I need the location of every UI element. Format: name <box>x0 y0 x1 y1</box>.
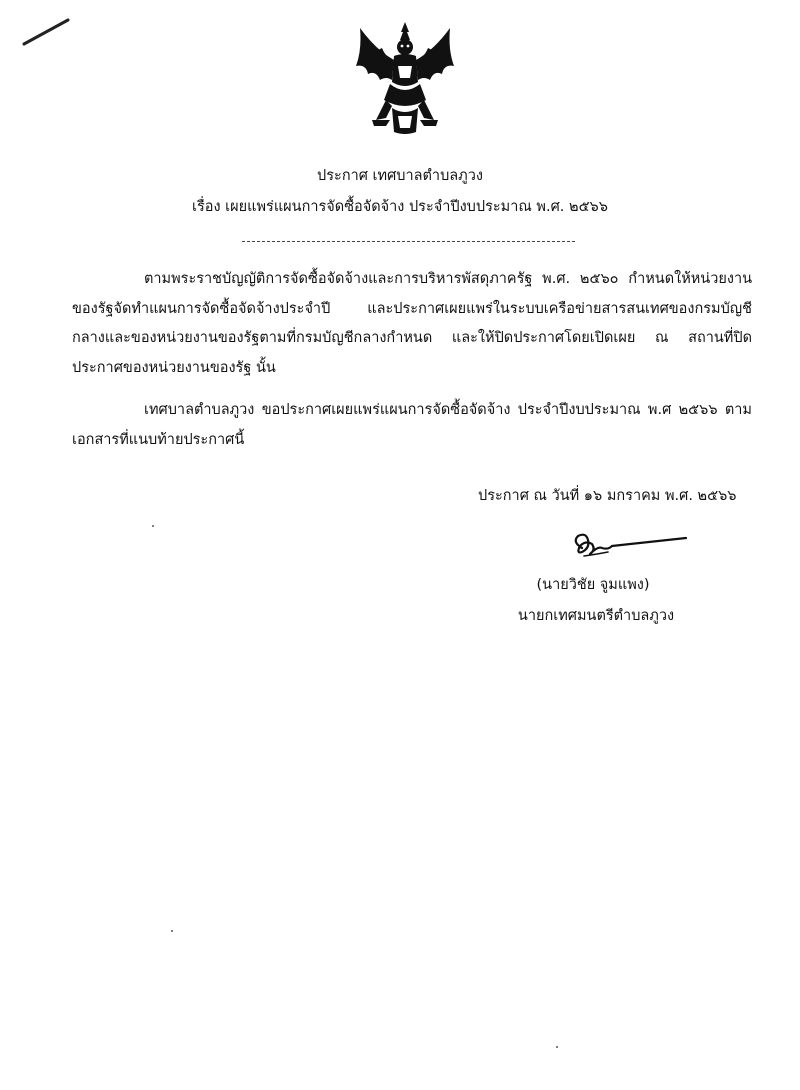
announcement-heading: ประกาศ เทศบาลตำบลภูวง <box>317 168 483 184</box>
announcement-date: ประกาศ ณ วันที่ ๑๖ มกราคม พ.ศ. ๒๕๖๖ <box>478 488 737 504</box>
subject-line: เรื่อง เผยแพร่แผนการจัดซื้อจัดจ้าง ประจำปีงบประมาณ พ.ศ. ๒๕๖๖ <box>192 199 608 215</box>
dashed-divider <box>242 241 575 242</box>
pen-stroke-mark <box>22 16 72 48</box>
scan-speck <box>171 930 173 932</box>
garuda-emblem-icon <box>346 20 464 138</box>
scan-speck <box>152 525 154 527</box>
body-paragraph-1: ตามพระราชบัญญัติการจัดซื้อจัดจ้างและการบริหารพัสดุภาครัฐ พ.ศ. ๒๕๖๐ กำหนดให้หน่วยงานของรัฐจัดทำแผนการจัดซื้อจัดจ้างประจำปี และประกาศเผยแพร่ในระบบเครือข่ายสารสนเทศของกรมบัญชีกลางและของหน่วยงานของรัฐตามที่กรมบัญชีกลางกำหนด และให้ปิดประกาศโดยเปิดเผย ณ สถานที่ปิดประกาศของหน่วยงานของรัฐ นั้น <box>72 271 752 376</box>
signer-name: (นายวิชัย จูมแพง) <box>536 577 650 593</box>
handwritten-signature <box>568 528 688 562</box>
signer-position: นายกเทศมนตรีตำบลภูวง <box>517 608 675 624</box>
scan-speck <box>556 1046 558 1048</box>
body-paragraph-2: เทศบาลตำบลภูวง ขอประกาศเผยแพร่แผนการจัดซื้อจัดจ้าง ประจำปีงบประมาณ พ.ศ ๒๕๖๖ ตามเอกสารที่แนบท้ายประกาศนี้ <box>72 402 752 448</box>
